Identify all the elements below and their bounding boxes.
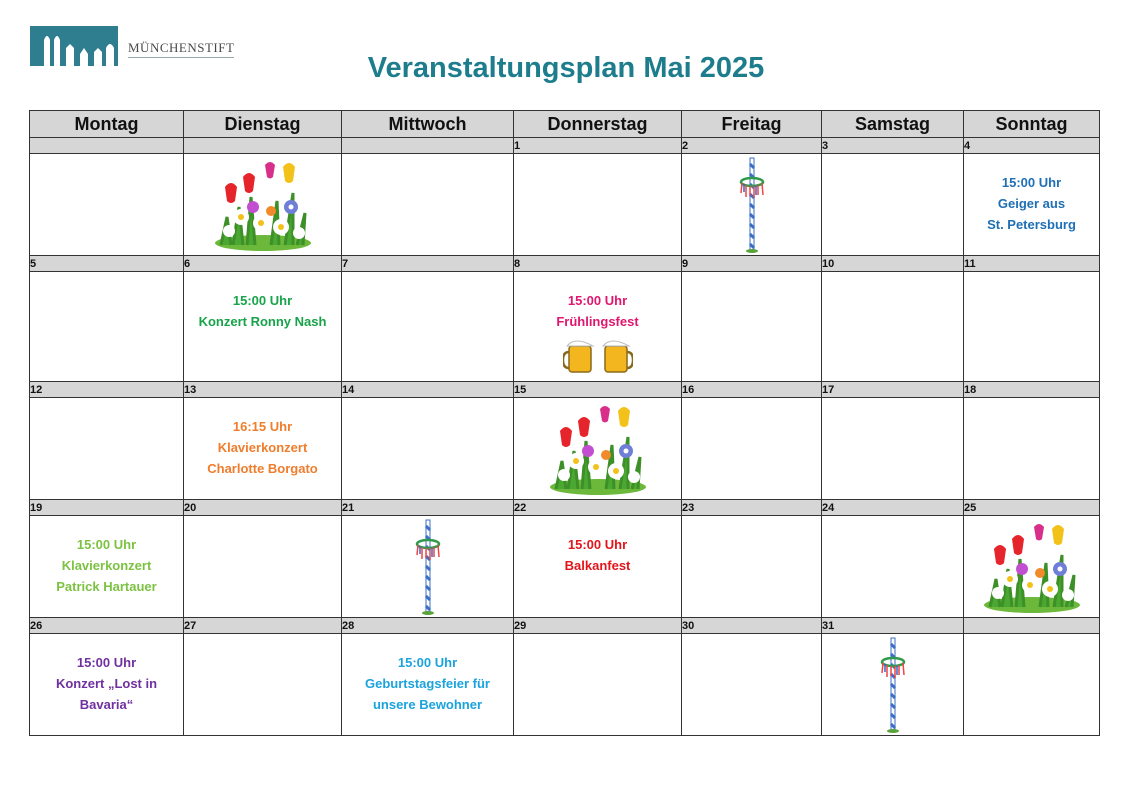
week-row xyxy=(30,272,1100,382)
day-number: 15 xyxy=(514,382,682,398)
day-number: 9 xyxy=(682,256,822,272)
day-cell xyxy=(822,272,964,382)
day-number: 14 xyxy=(342,382,514,398)
day-number: 20 xyxy=(184,500,342,516)
day-cell xyxy=(964,272,1100,382)
day-number: 28 xyxy=(342,618,514,634)
weekday-saturday: Samstag xyxy=(822,111,964,138)
day-number xyxy=(342,138,514,154)
maypole-icon xyxy=(737,156,767,254)
weekday-tuesday: Dienstag xyxy=(184,111,342,138)
day-number: 2 xyxy=(682,138,822,154)
weekday-header-row xyxy=(30,111,1100,138)
day-cell xyxy=(964,516,1100,618)
day-number: 30 xyxy=(682,618,822,634)
event-line: 15:00 Uhr xyxy=(76,537,137,552)
day-number: 4 xyxy=(964,138,1100,154)
day-number: 13 xyxy=(184,382,342,398)
day-cell xyxy=(682,398,822,500)
day-cell xyxy=(184,154,342,256)
day-cell xyxy=(964,154,1100,256)
maypole-icon xyxy=(878,636,908,734)
day-number: 17 xyxy=(822,382,964,398)
event-text xyxy=(30,634,183,715)
day-number: 12 xyxy=(30,382,184,398)
week-row xyxy=(30,154,1100,256)
event-line: Konzert Ronny Nash xyxy=(198,314,327,329)
logo-text: MÜNCHENSTIFT xyxy=(128,40,234,58)
event-line: Klavierkonzert xyxy=(217,440,308,455)
day-cell xyxy=(514,516,682,618)
day-cell xyxy=(964,398,1100,500)
day-number: 3 xyxy=(822,138,964,154)
flowers-icon xyxy=(213,157,313,253)
day-cell xyxy=(682,634,822,736)
day-number: 16 xyxy=(682,382,822,398)
beer-mugs-icon xyxy=(563,336,633,376)
event-text xyxy=(514,516,681,576)
flowers-icon xyxy=(548,401,648,497)
day-number xyxy=(30,138,184,154)
event-text xyxy=(342,634,513,715)
day-cell xyxy=(342,398,514,500)
day-cell xyxy=(184,272,342,382)
event-line: 15:00 Uhr xyxy=(567,293,628,308)
day-number: 8 xyxy=(514,256,682,272)
event-text xyxy=(514,272,681,332)
event-line: 15:00 Uhr xyxy=(76,655,137,670)
day-cell xyxy=(184,398,342,500)
day-number: 27 xyxy=(184,618,342,634)
day-cell xyxy=(822,516,964,618)
day-number: 21 xyxy=(342,500,514,516)
day-number: 19 xyxy=(30,500,184,516)
event-line: Balkanfest xyxy=(564,558,631,573)
event-line: Geiger aus xyxy=(997,196,1066,211)
event-line: Klavierkonzert xyxy=(61,558,152,573)
event-text xyxy=(30,516,183,597)
day-number: 18 xyxy=(964,382,1100,398)
day-cell xyxy=(30,634,184,736)
day-number: 11 xyxy=(964,256,1100,272)
day-number: 26 xyxy=(30,618,184,634)
day-number-row xyxy=(30,500,1100,516)
event-line: 15:00 Uhr xyxy=(232,293,293,308)
day-number xyxy=(184,138,342,154)
maypole-icon xyxy=(413,518,443,616)
weekday-friday: Freitag xyxy=(682,111,822,138)
day-number: 10 xyxy=(822,256,964,272)
day-number: 1 xyxy=(514,138,682,154)
day-cell xyxy=(30,272,184,382)
event-line: 16:15 Uhr xyxy=(232,419,293,434)
day-cell xyxy=(682,154,822,256)
day-number: 31 xyxy=(822,618,964,634)
day-cell xyxy=(342,272,514,382)
calendar-table xyxy=(29,110,1100,736)
day-cell xyxy=(30,154,184,256)
day-number: 23 xyxy=(682,500,822,516)
day-cell xyxy=(822,634,964,736)
event-text xyxy=(184,272,341,332)
weekday-wednesday: Mittwoch xyxy=(342,111,514,138)
day-number-row xyxy=(30,256,1100,272)
day-cell xyxy=(822,154,964,256)
day-number: 29 xyxy=(514,618,682,634)
day-number: 24 xyxy=(822,500,964,516)
day-cell xyxy=(342,516,514,618)
day-cell xyxy=(514,272,682,382)
day-cell xyxy=(822,398,964,500)
day-number xyxy=(964,618,1100,634)
event-line: 15:00 Uhr xyxy=(397,655,458,670)
flowers-icon xyxy=(982,519,1082,615)
weekday-sunday: Sonntag xyxy=(964,111,1100,138)
page-title: Veranstaltungsplan Mai 2025 xyxy=(367,52,765,84)
event-line: St. Petersburg xyxy=(987,217,1076,232)
event-line: Konzert „Lost in xyxy=(55,676,158,691)
event-line: 15:00 Uhr xyxy=(567,537,628,552)
day-number: 7 xyxy=(342,256,514,272)
day-cell xyxy=(342,154,514,256)
event-line: Patrick Hartauer xyxy=(56,579,157,594)
week-row xyxy=(30,634,1100,736)
day-number: 6 xyxy=(184,256,342,272)
weekday-thursday: Donnerstag xyxy=(514,111,682,138)
event-line: Charlotte Borgato xyxy=(207,461,318,476)
day-cell xyxy=(682,516,822,618)
day-cell xyxy=(30,516,184,618)
day-cell xyxy=(342,634,514,736)
event-line: Geburtstagsfeier für xyxy=(365,676,490,691)
day-cell xyxy=(514,154,682,256)
day-cell xyxy=(514,398,682,500)
event-line: 15:00 Uhr xyxy=(1001,175,1062,190)
event-text xyxy=(964,154,1099,235)
day-cell xyxy=(30,398,184,500)
day-cell xyxy=(964,634,1100,736)
weekday-monday: Montag xyxy=(30,111,184,138)
day-cell xyxy=(682,272,822,382)
event-line: Bavaria“ xyxy=(79,697,134,712)
day-cell xyxy=(184,516,342,618)
week-row xyxy=(30,398,1100,500)
event-line: unsere Bewohner xyxy=(372,697,483,712)
day-cell xyxy=(184,634,342,736)
week-row xyxy=(30,516,1100,618)
event-text xyxy=(184,398,341,479)
day-number: 22 xyxy=(514,500,682,516)
day-number-row xyxy=(30,138,1100,154)
event-line: Frühlingsfest xyxy=(556,314,639,329)
day-number: 5 xyxy=(30,256,184,272)
day-cell xyxy=(514,634,682,736)
day-number-row xyxy=(30,382,1100,398)
day-number: 25 xyxy=(964,500,1100,516)
day-number-row xyxy=(30,618,1100,634)
